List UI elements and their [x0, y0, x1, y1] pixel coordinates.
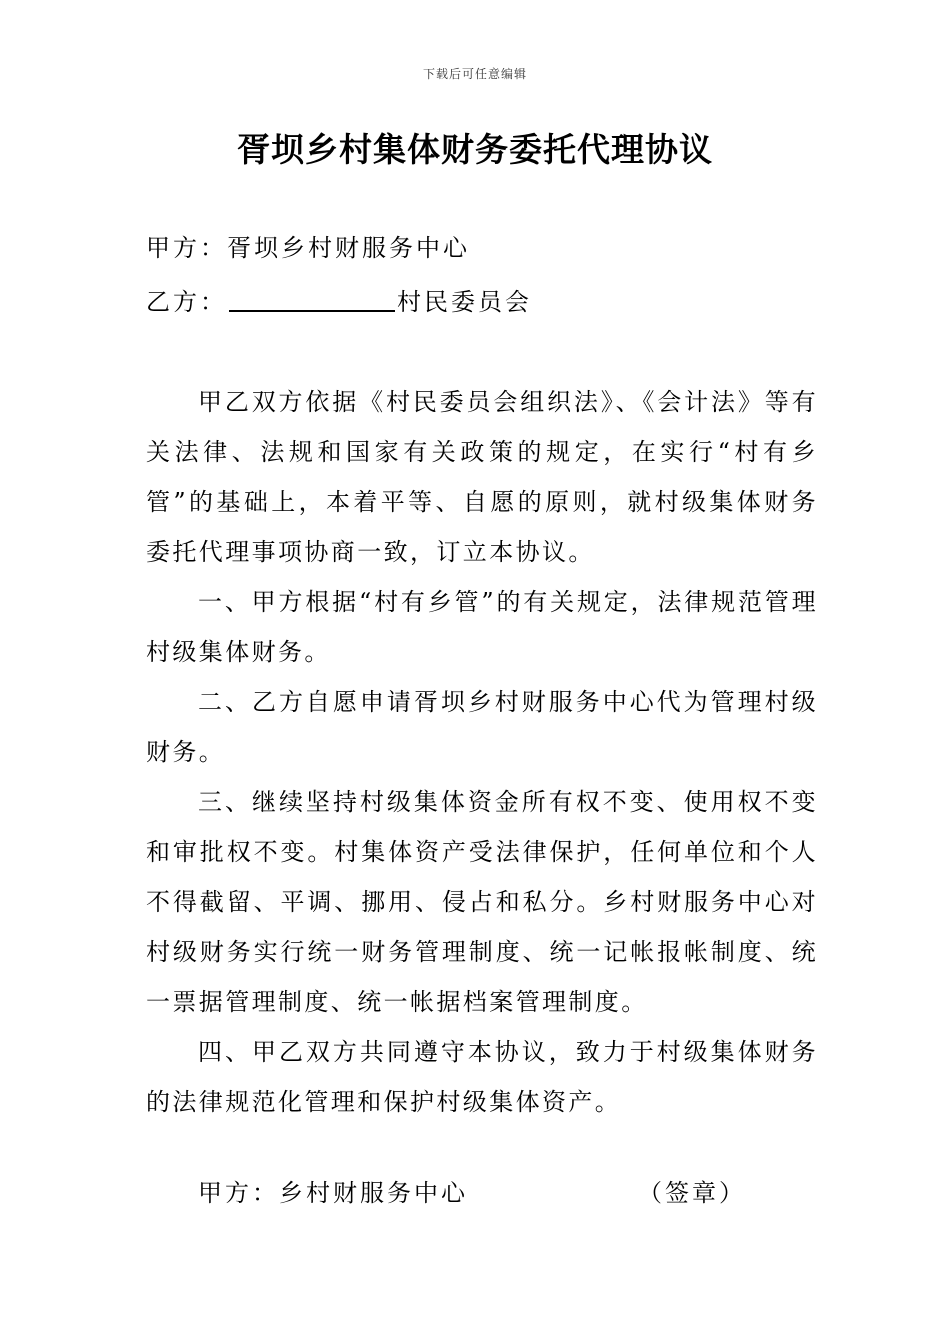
party-b-suffix: 村民委员会 [397, 288, 532, 316]
party-a-line [146, 231, 826, 265]
signature-seal: （签章） [638, 1179, 746, 1207]
signature-label: 甲方： [198, 1179, 279, 1207]
document-title: 胥坝乡村集体财务委托代理协议 [237, 130, 713, 169]
party-a-label: 甲方： [146, 234, 227, 262]
party-a-name: 胥坝乡村财服务中心 [227, 234, 470, 262]
paragraph-clause-1: 一、甲方根据“村有乡管”的有关规定，法律规范管理村级集体财务。 [146, 588, 818, 666]
header-note: 下载后可任意编辑 [422, 67, 527, 81]
party-b-line [146, 282, 826, 319]
signature-name: 乡村财服务中心 [279, 1179, 468, 1207]
paragraph-clause-3: 三、继续坚持村级集体资金所有权不变、使用权不变和审批权不变。村集体资产受法律保护，任何单位和个人不得截留、平调、挪用、侵占和私分。乡村财服务中心对村级财务实行统一财务管理制度、统一记帐报帐制度、统一票据管理制度、统一帐据档案管理制度。 [146, 788, 818, 1016]
party-b-blank-line [229, 284, 395, 312]
signature-line [198, 1175, 758, 1211]
paragraph-clause-4: 四、甲乙双方共同遵守本协议，致力于村级集体财务的法律规范化管理和保护村级集体资产。 [146, 1038, 818, 1116]
paragraph-preamble: 甲乙双方依据《村民委员会组织法》、《会计法》等有关法律、法规和国家有关政策的规定，在实行“村有乡管”的基础上，本着平等、自愿的原则，就村级集体财务委托代理事项协商一致，订立本协议。 [146, 388, 818, 566]
paragraph-clause-2: 二、乙方自愿申请胥坝乡村财服务中心代为管理村级财务。 [146, 688, 818, 766]
party-b-label: 乙方： [146, 288, 227, 316]
agreement-body [146, 377, 818, 1127]
